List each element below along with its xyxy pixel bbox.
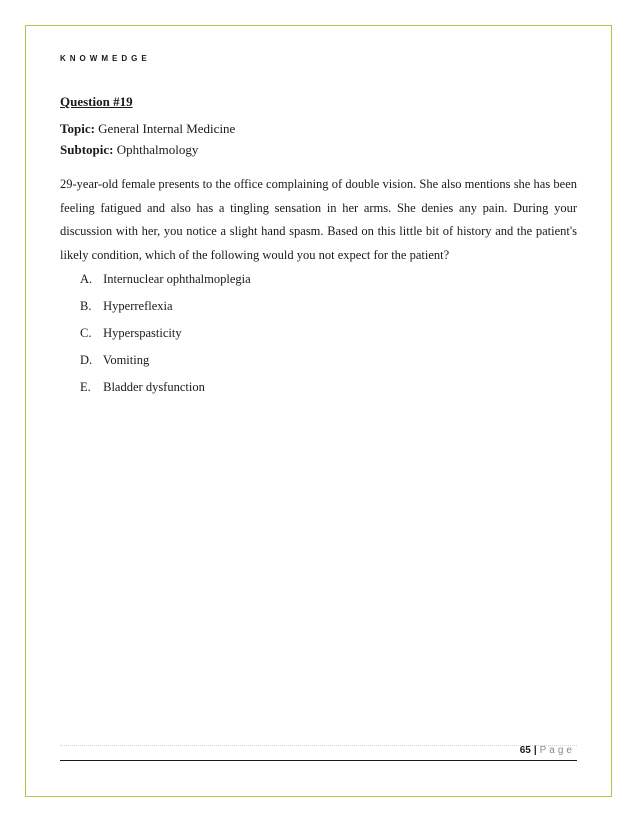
subtopic-label: Subtopic: <box>60 142 114 157</box>
header-brand: KNOWMEDGE <box>60 54 151 63</box>
subtopic-line <box>60 142 198 158</box>
option-letter: E. <box>80 380 91 394</box>
option-text: Hyperreflexia <box>103 299 173 313</box>
page-number: 65 <box>519 745 531 756</box>
option-text: Internuclear ophthalmoplegia <box>103 272 251 286</box>
topic-label: Topic: <box>60 121 95 136</box>
footer-divider <box>60 760 577 761</box>
answer-option-d <box>80 347 251 374</box>
answer-option-b <box>80 293 251 320</box>
answer-option-c <box>80 320 251 347</box>
answer-option-a <box>80 266 251 293</box>
option-text: Hyperspasticity <box>103 326 182 340</box>
answer-options <box>80 266 251 401</box>
question-stem: 29-year-old female presents to the office complaining of double vision. She also mentions she has been feeling fatigued and also has a tingling sensation in her arms. She denies any pain. During your discussion with her, you notice a slight hand spasm. Based on this little bit of history and the patient's likely condition, which of the following would you not expect for the patient? <box>60 177 577 262</box>
question-number: Question #19 <box>60 94 133 109</box>
option-letter: D. <box>80 353 93 367</box>
answer-option-e <box>80 374 251 401</box>
page-border <box>25 25 612 797</box>
option-text: Vomiting <box>102 353 150 367</box>
page-number-footer <box>520 745 575 756</box>
footer-divider-dotted <box>60 745 577 746</box>
option-text: Bladder dysfunction <box>103 380 205 394</box>
page-separator: | <box>533 745 537 756</box>
topic-value: General Internal Medicine <box>98 121 236 136</box>
page-word: Page <box>539 745 575 756</box>
topic-line <box>60 121 235 137</box>
option-letter: B. <box>80 299 92 313</box>
option-letter: A. <box>80 272 93 286</box>
subtopic-value: Ophthalmology <box>116 142 199 157</box>
option-letter: C. <box>80 326 92 340</box>
